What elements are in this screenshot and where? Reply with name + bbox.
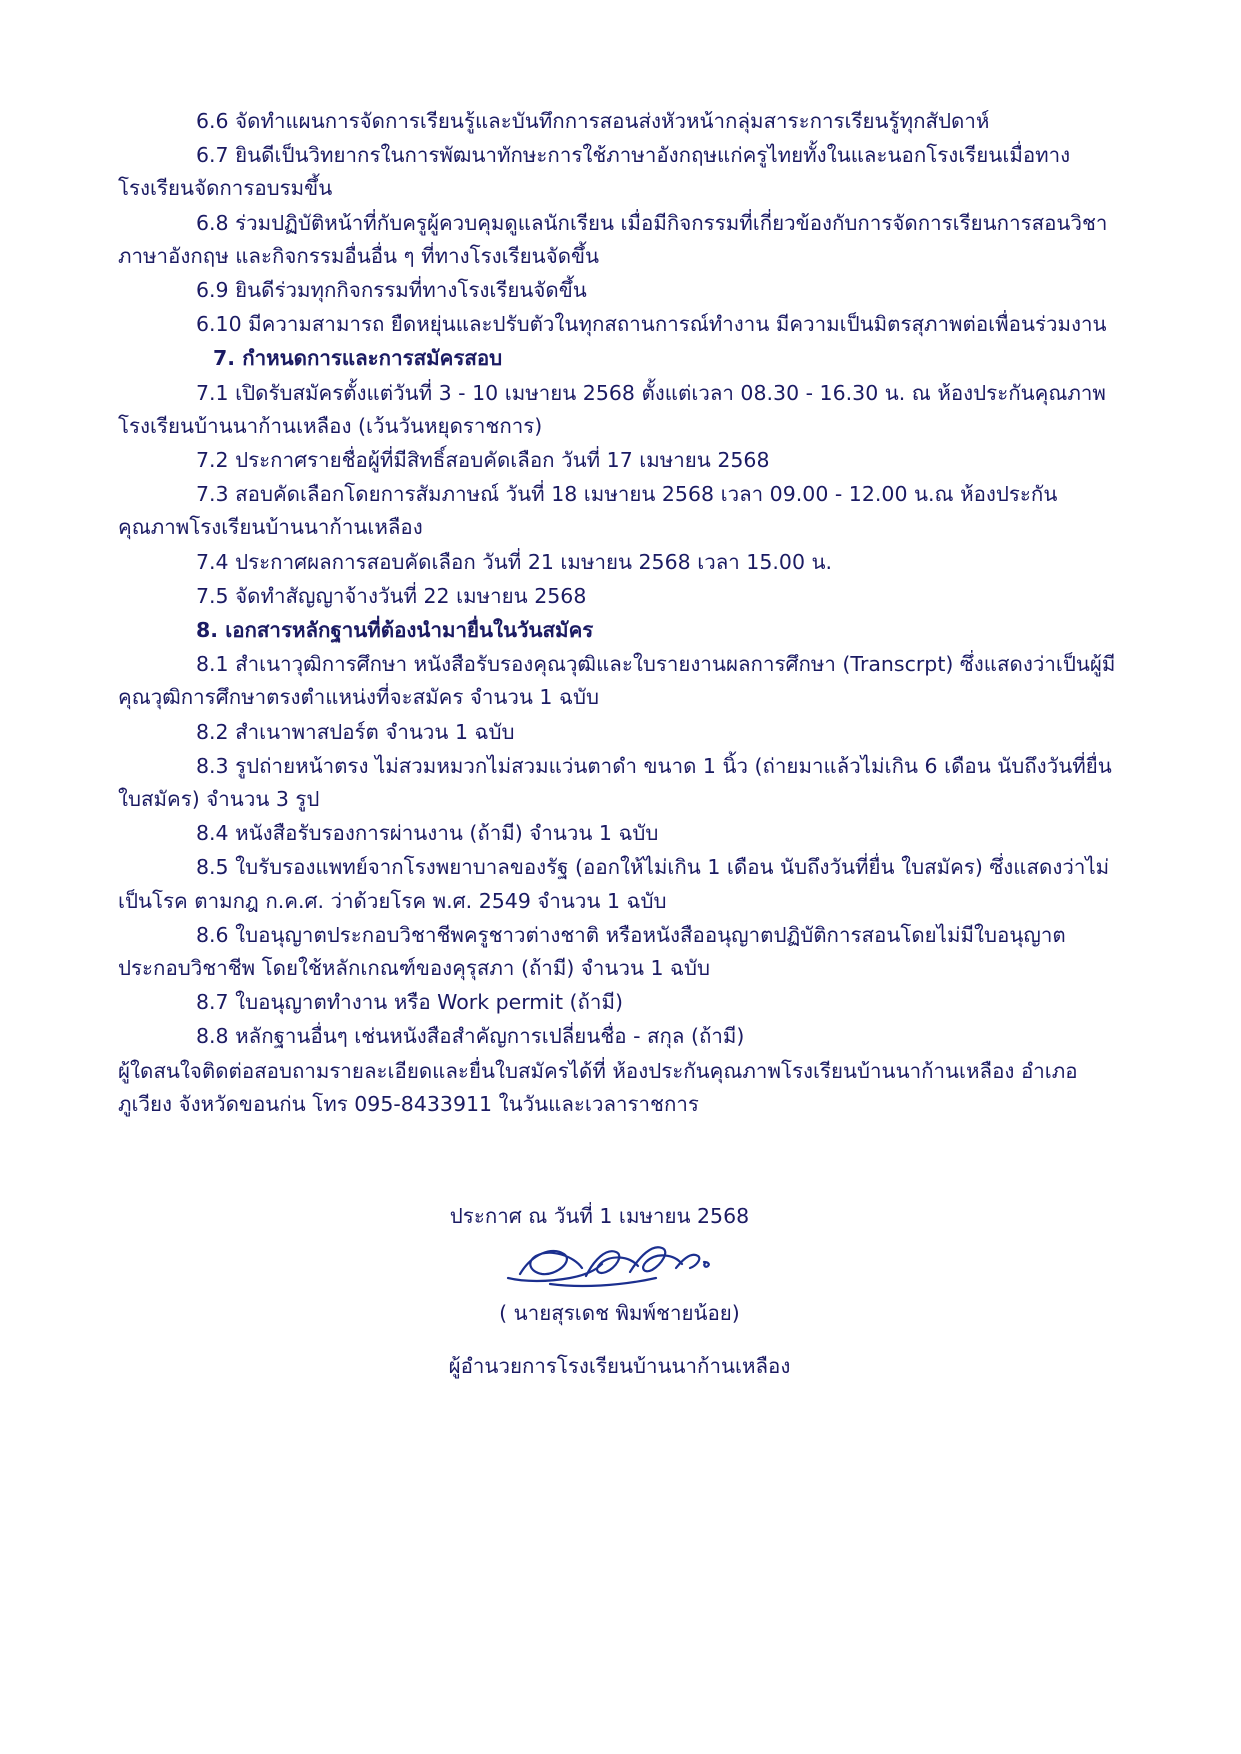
paragraph-6-7: 6.7 ยินดีเป็นวิทยากรในการพัฒนาทักษะการใช้ภาษาอังกฤษแก่ครูไทยทั้งในและนอกโรงเรียนเมื่อทางโรงเรียนจัดการอบรมขึ้น [118,143,1071,201]
paragraph-7-3: 7.3 สอบคัดเลือกโดยการสัมภาษณ์ วันที่ 18 เมษายน 2568 เวลา 09.00 - 12.00 น.ณ ห้องประกันคุณภาพโรงเรียนบ้านนาก้านเหลือง [118,482,1058,540]
paragraph-8-8: 8.8 หลักฐานอื่นๆ เช่นหนังสือสำคัญการเปลี่ยนชื่อ - สกุล (ถ้ามี) [196,1024,745,1049]
paragraph-7-1: 7.1 เปิดรับสมัครตั้งแต่วันที่ 3 - 10 เมษายน 2568 ตั้งแต่เวลา 08.30 - 16.30 น. ณ ห้องประกันคุณภาพโรงเรียนบ้านนาก้านเหลือง (เว้นวันหยุดราชการ) [118,380,1106,438]
signature-block [118,1199,1121,1384]
announcement-date: ประกาศ ณ วันที่ 1 เมษายน 2568 [449,1204,750,1229]
document-body [118,105,1121,1384]
paragraph-6-8: 6.8 ร่วมปฏิบัติหน้าที่กับครูผู้ควบคุมดูแลนักเรียน เมื่อมีกิจกรรมที่เกี่ยวข้องกับการจัดการเรียนการสอนวิชาภาษาอังกฤษ และกิจกรรมอื่นอื่น ๆ ที่ทางโรงเรียนจัดขึ้น [118,210,1108,268]
paragraph-7-2: 7.2 ประกาศรายชื่อผู้ที่มีสิทธิ์สอบคัดเลือก วันที่ 17 เมษายน 2568 [196,448,770,473]
paragraph-6-9: 6.9 ยินดีร่วมทุกกิจกรรมที่ทางโรงเรียนจัดขึ้น [196,278,587,303]
section-heading-7: 7. กำหนดการและการสมัครสอบ [213,346,503,371]
paragraph-6-6: 6.6 จัดทำแผนการจัดการเรียนรู้และบันทึกการสอนส่งหัวหน้ากลุ่มสาระการเรียนรู้ทุกสัปดาห์ [196,109,990,133]
paragraph-8-5: 8.5 ใบรับรองแพทย์จากโรงพยาบาลของรัฐ (ออกให้ไม่เกิน 1 เดือน นับถึงวันที่ยื่น ใบสมัคร) ซึ่งแสดงว่าไม่เป็นโรค ตามกฎ ก.ค.ศ. ว่าด้วยโรค พ.ศ. 2549 จำนวน 1 ฉบับ [118,855,1110,913]
paragraph-8-4: 8.4 หนังสือรับรองการผ่านงาน (ถ้ามี) จำนวน 1 ฉบับ [196,821,659,846]
paragraph-7-5: 7.5 จัดทำสัญญาจ้างวันที่ 22 เมษายน 2568 [196,583,587,608]
paragraph-8-7: 8.7 ใบอนุญาตทำงาน หรือ Work permit (ถ้ามี) [196,990,623,1015]
paragraph-6-10: 6.10 มีความสามารถ ยืดหยุ่นและปรับตัวในทุกสถานการณ์ทำงาน มีความเป็นมิตรสุภาพต่อเพื่อนร่วมงาน [196,312,1107,337]
paragraph-8-6: 8.6 ใบอนุญาตประกอบวิชาชีพครูชาวต่างชาติ หรือหนังสืออนุญาตปฏิบัติการสอนโดยไม่มีใบอนุญาตประกอบวิชาชีพ โดยใช้หลักเกณฑ์ของคุรุสภา (ถ้ามี) จำนวน 1 ฉบับ [118,922,1066,981]
signer-name: ( นายสุรเดช พิมพ์ชายน้อย) [499,1300,740,1325]
handwritten-signature-icon [118,1236,1121,1294]
paragraph-7-4: 7.4 ประกาศผลการสอบคัดเลือก วันที่ 21 เมษายน 2568 เวลา 15.00 น. [196,549,833,574]
section-heading-8: 8. เอกสารหลักฐานที่ต้องนำมายื่นในวันสมัคร [196,618,594,643]
signer-role: ผู้อำนวยการโรงเรียนบ้านนาก้านเหลือง [448,1353,791,1378]
paragraph-8-1: 8.1 สำเนาวุฒิการศึกษา หนังสือรับรองคุณวุฒิและใบรายงานผลการศึกษา (Transcrpt) ซึ่งแสดงว่าเป็นผู้มีคุณวุฒิการศึกษาตรงตำแหน่งที่จะสมัคร จำนวน 1 ฉบับ [118,652,1116,710]
paragraph-8-2: 8.2 สำเนาพาสปอร์ต จำนวน 1 ฉบับ [196,719,515,744]
paragraph-8-3: 8.3 รูปถ่ายหน้าตรง ไม่สวมหมวกไม่สวมแว่นตาดำ ขนาด 1 นิ้ว (ถ่ายมาแล้วไม่เกิน 6 เดือน นับถึงวันที่ยื่นใบสมัคร) จำนวน 3 รูป [118,753,1112,812]
contact-paragraph: ผู้ใดสนใจติดต่อสอบถามรายละเอียดและยื่นใบสมัครได้ที่ ห้องประกันคุณภาพโรงเรียนบ้านนาก้านเหลือง อำเภอภูเวียง จังหวัดขอนก่น โทร 095-8433911 ในวันและเวลาราชการ [118,1058,1078,1116]
